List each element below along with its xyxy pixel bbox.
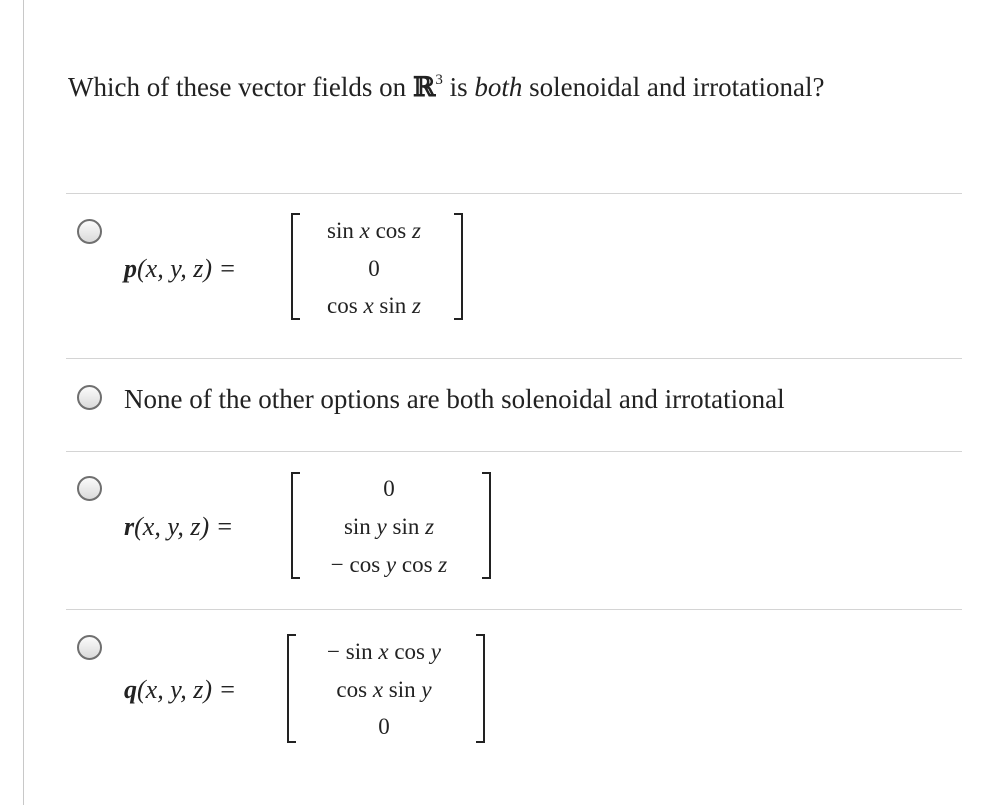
page-left-border [23,0,24,805]
question-text [68,72,825,103]
math-text: sin [373,293,413,318]
math-text: cos [396,552,439,577]
math-variable: z [425,514,435,539]
field-q-component-3 [378,715,390,738]
divider [66,193,962,194]
math-variable: y [421,677,432,702]
math-variable: x [359,218,370,243]
option-none-label: None of the other options are both solenoidal and irrotational [124,384,785,414]
math-text: sin [343,514,377,539]
field-q-lhs [124,677,236,703]
field-r-component-2 [344,515,434,538]
math-text: cos [336,677,373,702]
field-p-right-bracket [454,213,463,320]
field-q-component-1 [327,640,441,663]
field-r-right-bracket [482,472,491,579]
radio-option-p[interactable] [77,219,102,244]
field-r-component-3 [331,553,447,576]
field-r-left-bracket [291,472,300,579]
field-r-lhs [124,514,233,540]
field-r-name: r [124,512,135,541]
field-q-left-bracket [287,634,296,743]
field-p-name: p [124,254,137,283]
math-text: 0 [368,256,380,281]
radio-option-q[interactable] [77,635,102,660]
math-text: sin [383,677,422,702]
radio-option-r[interactable] [77,476,102,501]
math-variable: y [430,639,441,664]
field-p-component-1 [327,219,421,242]
field-p-left-bracket [291,213,300,320]
math-variable: y [385,552,397,577]
field-r-args: (x, y, z) = [134,512,234,541]
question-middle: is [442,72,475,102]
field-p-lhs [124,256,236,282]
field-p-component-2 [368,257,380,280]
math-variable: x [372,677,384,702]
divider [66,358,962,359]
question-suffix: solenoidal and irrotational? [522,72,825,102]
math-variable: x [363,293,374,318]
math-text: cos [327,293,364,318]
radio-option-none[interactable] [77,385,102,410]
divider [66,609,962,610]
question-emphasis: both [474,72,523,102]
math-text: − sin [327,639,379,664]
math-text: 0 [378,714,390,739]
math-text: − cos [330,552,386,577]
real-space-symbol: ℝ [412,72,436,103]
math-variable: z [438,552,448,577]
field-r-component-1 [383,477,395,500]
math-variable: x [378,639,389,664]
math-variable: z [412,218,421,243]
divider [66,451,962,452]
field-p-component-3 [327,294,421,317]
field-p-args: (x, y, z) = [137,254,237,283]
question-prefix: Which of these vector fields on [68,72,413,102]
math-variable: z [412,293,421,318]
field-q-right-bracket [476,634,485,743]
field-q-args: (x, y, z) = [137,675,237,704]
math-text: sin [327,218,360,243]
space-exponent: 3 [435,72,443,88]
math-text: cos [369,218,413,243]
math-text: sin [386,514,426,539]
math-text: 0 [383,476,395,501]
field-q-name: q [124,675,137,704]
math-variable: y [376,514,387,539]
math-text: cos [388,639,431,664]
field-q-component-2 [336,678,431,701]
